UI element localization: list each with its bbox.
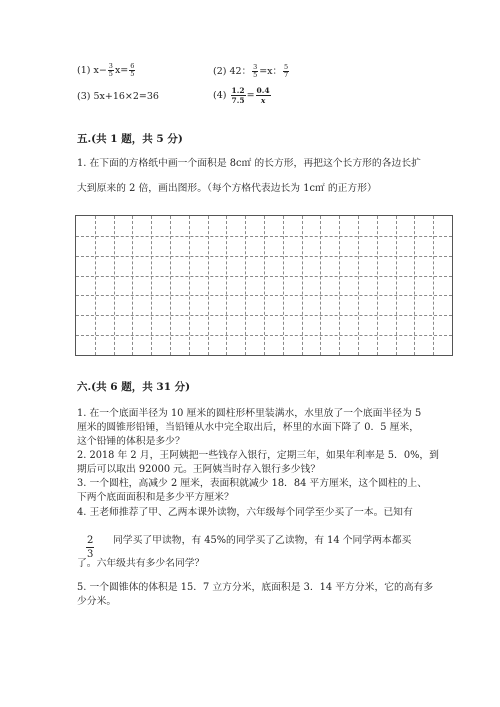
fraction: $\frac{0.4}{x}$ — [256, 86, 270, 105]
fraction: $\frac{5}{7}$ — [284, 63, 289, 79]
grid-line-vertical — [170, 216, 171, 355]
problem-1-line-2: 厘米的圆锥形铅锤，当铅锤从水中完全取出后，杯里的水面下降了 0．5 厘米， — [77, 422, 419, 433]
grid-line-vertical — [377, 216, 378, 355]
grid-line-vertical — [95, 216, 96, 355]
grid-line-vertical — [320, 216, 321, 355]
problem-4-line-1: 4. 王老师推荐了甲、乙两本课外读物，六年级每个同学至少买了一本。已知有 — [77, 507, 413, 518]
equation-1-prefix: (1) x− — [77, 65, 107, 76]
equation-2-prefix: (2) 42： — [213, 66, 252, 77]
problem-5-line-1: 5. 一个圆锥体的体积是 15．7 立方分米，底面积是 3．14 平方分米，它的高有多 — [77, 582, 434, 593]
equation-2 — [213, 63, 290, 79]
section-5-line-1: 1. 在下面的方格纸中画一个面积是 8c㎡ 的长方形，再把这个长方形的各边长扩 — [77, 158, 421, 169]
section-6-heading: 六.(共 6 题，共 31 分) — [77, 381, 191, 393]
equation-4-prefix: (4) — [213, 90, 227, 101]
grid-line-vertical — [414, 216, 415, 355]
grid-paper[interactable] — [75, 215, 453, 356]
section-5-heading: 五.(共 1 题，共 5 分) — [77, 133, 183, 145]
grid-line-vertical — [396, 216, 397, 355]
grid-line-horizontal — [76, 256, 452, 257]
grid-line-vertical — [132, 216, 133, 355]
grid-line-horizontal — [76, 315, 452, 316]
problem-4-fraction: 2 3 — [87, 535, 94, 560]
grid-line-horizontal — [76, 335, 452, 336]
problem-2-line-2: 期后可以取出 92000 元。王阿姨当时存入银行多少钱？ — [77, 464, 321, 475]
grid-line-vertical — [151, 216, 152, 355]
fraction: $\frac{6}{5}$ — [130, 62, 135, 78]
problem-2-line-1: 2. 2018 年 2 月，王阿姨把一些钱存入银行，定期三年，如果年利率是 5．0%，到 — [77, 450, 439, 461]
grid-line-vertical — [114, 216, 115, 355]
grid-line-vertical — [226, 216, 227, 355]
problem-3-line-1: 3. 一个圆柱，高减少 2 厘米，表面积就减少 18．84 平方厘米，这个圆柱的上、 — [77, 478, 427, 489]
fraction: $\frac{3}{5}$ — [108, 62, 113, 78]
grid-line-vertical — [208, 216, 209, 355]
grid-line-vertical — [283, 216, 284, 355]
problem-5-line-2: 少分米。 — [77, 596, 117, 607]
equation-1 — [77, 63, 136, 78]
problem-1-line-3: 这个铅锤的体积是多少？ — [77, 436, 185, 447]
problem-4-line-2: 同学买了甲读物，有 45%的同学买了乙读物，有 14 个同学两本都买 — [113, 535, 412, 546]
grid-line-vertical — [189, 216, 190, 355]
equation-3 — [77, 91, 159, 102]
equation-2-mid: =x： — [259, 66, 283, 77]
fraction: $\frac{1.2}{7.5}$ — [231, 86, 245, 105]
grid-line-vertical — [302, 216, 303, 355]
problem-1-line-1: 1. 在一个底面半径为 10 厘米的圆柱形杯里装满水，水里放了一个底面半径为 5 — [77, 408, 422, 419]
grid-line-vertical — [339, 216, 340, 355]
grid-line-horizontal — [76, 236, 452, 237]
fraction: $\frac{3}{5}$ — [253, 63, 258, 79]
equation-1-mid: x= — [114, 65, 129, 76]
grid-line-horizontal — [76, 276, 452, 277]
problem-3-line-2: 下两个底面面积和是多少平方厘米？ — [77, 492, 234, 503]
grid-line-vertical — [433, 216, 434, 355]
problem-4-line-3: 了。六年级共有多少名同学？ — [77, 558, 205, 569]
equation-4-mid: = — [246, 90, 255, 101]
grid-line-vertical — [358, 216, 359, 355]
equation-4 — [213, 86, 272, 105]
grid-line-horizontal — [76, 295, 452, 296]
grid-line-vertical — [264, 216, 265, 355]
equation-3-text: (3) 5x+16×2=36 — [77, 91, 159, 102]
grid-line-vertical — [245, 216, 246, 355]
section-5-line-2: 大到原来的 2 倍，画出图形。（每个方格代表边长为 1c㎡ 的正方形） — [77, 183, 377, 194]
